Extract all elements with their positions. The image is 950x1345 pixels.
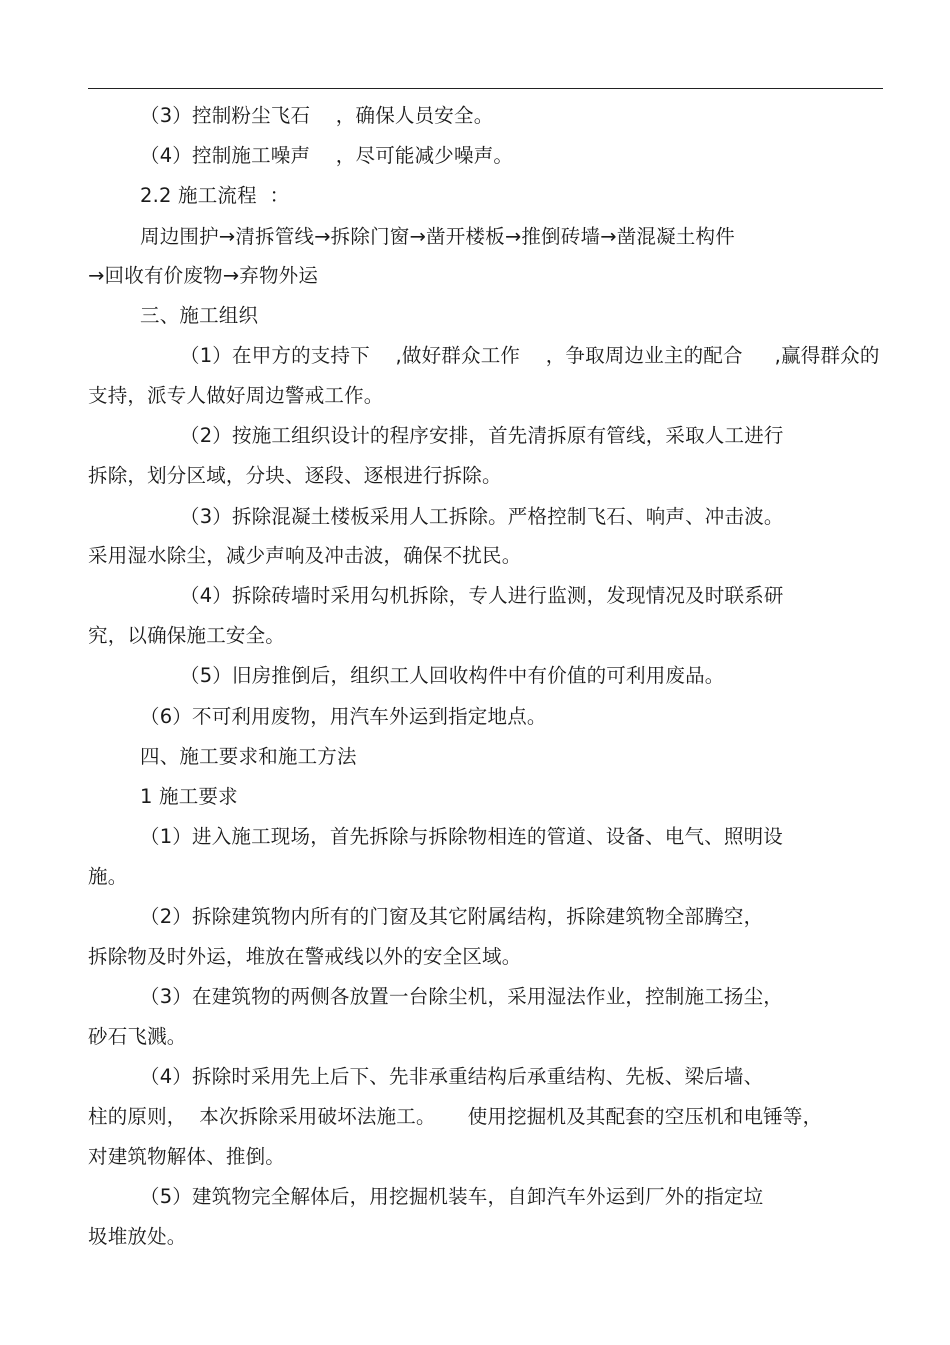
text-line: 砂石飞溅。	[88, 1025, 187, 1048]
section-heading: 2.2 施工流程 ：	[140, 184, 290, 207]
text-line: 施。	[88, 865, 128, 888]
text-line: 周边围护→清拆管线→拆除门窗→凿开楼板→推倒砖墙→凿混凝土构件	[140, 225, 735, 248]
text-line: （2）按施工组织设计的程序安排，首先清拆原有管线，采取人工进行	[180, 424, 784, 447]
text-line: 拆除，划分区域，分块、逐段、逐根进行拆除。	[88, 464, 502, 487]
section-heading: 四、施工要求和施工方法	[140, 745, 357, 768]
text-line: （4）拆除砖墙时采用勾机拆除，专人进行监测，发现情况及时联系研	[180, 584, 784, 607]
text-line: （5）建筑物完全解体后，用挖掘机装车，自卸汽车外运到厂外的指定垃	[140, 1185, 764, 1208]
text-line: 采用湿水除尘，减少声响及冲击波，确保不扰民。	[88, 544, 522, 567]
section-heading: 1 施工要求	[140, 785, 238, 808]
text-line: 支持，派专人做好周边警戒工作。	[88, 384, 384, 407]
text-line: （4）拆除时采用先上后下、先非承重结构后承重结构、先板、梁后墙、	[140, 1065, 764, 1088]
section-heading: 三、施工组织	[140, 304, 259, 327]
header-rule	[88, 88, 883, 89]
text-line: （3）控制粉尘飞石 ，确保人员安全。	[140, 104, 494, 127]
text-line: （6）不可利用废物，用汽车外运到指定地点。	[140, 705, 547, 728]
text-line: （5）旧房推倒后，组织工人回收构件中有价值的可利用废品。	[180, 664, 725, 687]
text-line: （4）控制施工噪声 ，尽可能减少噪声。	[140, 144, 514, 167]
text-line: 究，以确保施工安全。	[88, 624, 286, 647]
text-line: （1）在甲方的支持下 ,做好群众工作 ，争取周边业主的配合 ,赢得群众的	[180, 344, 880, 367]
text-line: 对建筑物解体、推倒。	[88, 1145, 286, 1168]
text-line: （1）进入施工现场，首先拆除与拆除物相连的管道、设备、电气、照明设	[140, 825, 784, 848]
text-line: （2）拆除建筑物内所有的门窗及其它附属结构，拆除建筑物全部腾空，	[140, 905, 764, 928]
text-line: 圾堆放处。	[88, 1225, 187, 1248]
text-line: （3）拆除混凝土楼板采用人工拆除。严格控制飞石、响声、冲击波。	[180, 505, 784, 528]
text-line: 柱的原则， 本次拆除采用破坏法施工。 使用挖掘机及其配套的空压机和电锤等，	[88, 1105, 823, 1128]
text-line: 拆除物及时外运，堆放在警戒线以外的安全区域。	[88, 945, 522, 968]
text-line: →回收有价废物→弃物外运	[88, 264, 319, 287]
text-line: （3）在建筑物的两侧各放置一台除尘机，采用湿法作业，控制施工扬尘，	[140, 985, 784, 1008]
